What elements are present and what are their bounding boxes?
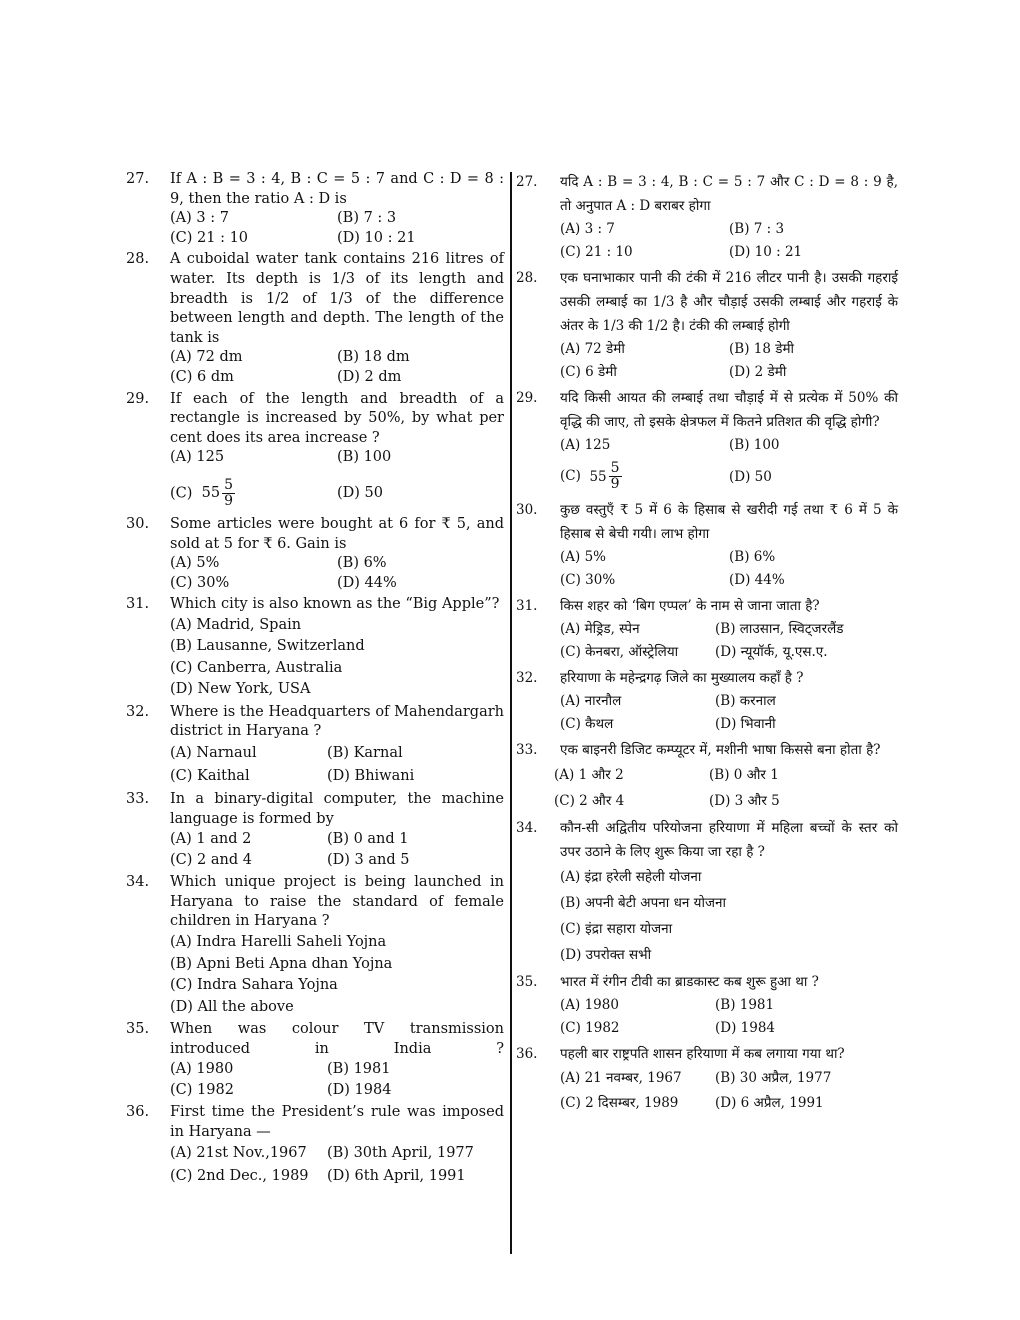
option-c: (C) कैथल: [560, 716, 614, 732]
question-number: 32.: [516, 670, 538, 686]
option-d: (D) 44%: [729, 572, 785, 588]
options: [560, 994, 898, 1040]
option-d: (D) भिवानी: [715, 716, 776, 732]
question-27-hi: [516, 170, 898, 264]
question-number: 35.: [516, 974, 538, 990]
fraction-whole: 55: [589, 468, 607, 485]
mixed-fraction: [585, 461, 621, 492]
option-c: (C) 6 डेमी: [560, 364, 617, 380]
options: [554, 762, 898, 814]
option-d: (D) New York, USA: [170, 681, 311, 698]
fraction-stack: [222, 478, 235, 509]
option-a: (A) 21st Nov.,1967: [170, 1145, 307, 1162]
option-b: (B) 7 : 3: [337, 210, 397, 227]
option-c: (C) Kaithal: [170, 768, 250, 785]
option-d: (D) All the above: [170, 998, 294, 1015]
options: [170, 448, 504, 468]
question-31-hi: [516, 594, 898, 664]
options: [560, 618, 898, 664]
option-c: (C) 2 and 4: [170, 852, 252, 869]
question-text: A cuboidal water tank contains 216 litres of water. Its depth is 1/3 of its length and breadth is 1/2 of 1/3 of the difference between length and depth. The length of the tank is: [170, 251, 504, 346]
option-d: (D) 6th April, 1991: [327, 1168, 466, 1185]
option-c: (C) 21 : 10: [170, 229, 249, 246]
option-a: (A) 72 dm: [170, 349, 243, 366]
option-a: (A) Madrid, Spain: [170, 616, 302, 633]
question-number: 28.: [126, 251, 150, 268]
english-column: [126, 170, 504, 1188]
fraction-whole: 55: [201, 484, 221, 501]
option-c-label: (C): [560, 468, 581, 484]
option-c: [170, 478, 337, 509]
options: [170, 615, 504, 701]
options-row-2: [170, 478, 504, 509]
option-b: (B) 30 अप्रैल, 1977: [715, 1070, 832, 1086]
option-b: (B) Lausanne, Switzerland: [170, 638, 365, 655]
question-number: 29.: [126, 390, 150, 407]
question-32-en: [126, 703, 504, 788]
fraction-denominator: 9: [224, 492, 234, 509]
question-27-en: [126, 170, 504, 248]
option-b: (B) 18 dm: [337, 349, 410, 366]
option-a: (A) 21 नवम्बर, 1967: [560, 1070, 682, 1086]
option-c: (C) 1982: [560, 1020, 620, 1036]
question-number: 35.: [126, 1021, 150, 1038]
options: [170, 348, 504, 387]
question-number: 30.: [516, 502, 538, 518]
question-28-en: [126, 250, 504, 387]
column-divider: [510, 172, 512, 1254]
question-text: First time the President’s rule was imposed in Haryana —: [170, 1104, 504, 1140]
option-b: (B) 6%: [337, 555, 387, 572]
option-d: (D) 3 and 5: [327, 852, 410, 869]
question-28-hi: [516, 266, 898, 384]
option-c: [560, 461, 729, 492]
options: [560, 864, 898, 968]
option-d: (D) उपरोक्त सभी: [560, 947, 652, 963]
fraction-denominator: 9: [610, 476, 620, 492]
question-30-en: [126, 515, 504, 593]
question-text: यदि A : B = 3 : 4, B : C = 5 : 7 और C : D = 8 : 9 है, तो अनुपात A : D बराबर होगा: [560, 174, 898, 214]
option-c: (C) 1982: [170, 1082, 234, 1099]
option-a: (A) नारनौल: [560, 693, 622, 709]
option-b: (B) अपनी बेटी अपना धन योजना: [560, 895, 726, 911]
option-d: (D) न्यूयॉर्क, यू.एस.ए.: [715, 644, 828, 660]
option-a: (A) 125: [170, 449, 225, 466]
options: [560, 690, 898, 736]
options: [560, 546, 898, 592]
options: [560, 218, 898, 264]
question-number: 29.: [516, 390, 538, 406]
question-number: 30.: [126, 515, 150, 532]
question-text: किस शहर को ‘बिग एप्पल’ के नाम से जाना जाता है?: [560, 598, 820, 614]
option-b: (B) 0 and 1: [327, 831, 409, 848]
option-d: (D) 50: [337, 484, 383, 501]
option-d: (D) Bhiwani: [327, 768, 415, 785]
option-a: (A) Narnaul: [170, 745, 257, 762]
option-d: (D) 10 : 21: [729, 244, 803, 260]
question-text: Some articles were bought at 6 for ₹ 5, and sold at 5 for ₹ 6. Gain is: [170, 515, 504, 552]
option-c: (C) Canberra, Australia: [170, 659, 343, 676]
option-a: (A) मेड्रिड, स्पेन: [560, 621, 640, 637]
option-b: (B) Karnal: [327, 745, 403, 762]
option-a: (A) 1980: [170, 1061, 234, 1078]
option-a: (A) 3 : 7: [170, 210, 229, 227]
option-a: (A) 1 और 2: [554, 767, 624, 783]
option-d: (D) 6 अप्रैल, 1991: [715, 1095, 824, 1111]
options: [170, 209, 504, 248]
mixed-fraction: [197, 478, 235, 509]
question-34-hi: [516, 816, 898, 968]
question-number: 27.: [126, 171, 150, 187]
question-32-hi: [516, 666, 898, 736]
option-c: (C) 30%: [560, 572, 616, 588]
option-b: (B) 100: [337, 449, 392, 466]
question-number: 34.: [516, 820, 538, 836]
question-number: 27.: [516, 174, 538, 190]
option-b: (B) 30th April, 1977: [327, 1145, 474, 1162]
question-text: कुछ वस्तुएँ ₹ 5 में 6 के हिसाब से खरीदी गई तथा ₹ 6 में 5 के हिसाब से बेची गयी। लाभ होगा: [560, 502, 898, 542]
options: [560, 434, 898, 457]
options-row-2: [560, 461, 898, 492]
option-a: (A) इंद्रा हरेली सहेली योजना: [560, 869, 702, 885]
option-c: (C) 2nd Dec., 1989: [170, 1168, 309, 1185]
option-a: (A) 5%: [170, 555, 220, 572]
question-31-en: [126, 595, 504, 701]
question-text: हरियाणा के महेन्द्रगढ़ जिले का मुख्यालय कहाँ है ?: [560, 670, 804, 686]
question-text: Where is the Headquarters of Mahendargarh district in Haryana ?: [170, 703, 504, 740]
question-number: 36.: [516, 1046, 538, 1062]
question-text: भारत में रंगीन टीवी का ब्राडकास्ट कब शुरू हुआ था ?: [560, 974, 819, 990]
options: [560, 1066, 898, 1116]
question-number: 33.: [516, 742, 538, 758]
question-34-en: [126, 873, 504, 1018]
option-a: (A) Indra Harelli Saheli Yojna: [170, 934, 387, 951]
option-c: (C) 6 dm: [170, 368, 234, 385]
question-text: कौन-सी अद्वितीय परियोजना हरियाणा में महिला बच्चों के स्तर को उपर उठाने के लिए शुरू किया जा रहा है ?: [560, 820, 898, 860]
option-d: (D) 3 और 5: [709, 793, 780, 809]
question-text: एक बाइनरी डिजिट कम्प्यूटर में, मशीनी भाषा किससे बना होता है?: [560, 742, 881, 758]
question-number: 28.: [516, 270, 538, 286]
fraction-numerator: 5: [610, 460, 620, 476]
option-a: (A) 5%: [560, 549, 606, 565]
question-text: Which unique project is being launched in Haryana to raise the standard of female children in Haryana ?: [170, 874, 504, 930]
question-text: Which city is also known as the “Big Apple”?: [170, 596, 500, 613]
question-text: If each of the length and breadth of a rectangle is increased by 50%, by what per cent does its area increase ?: [170, 390, 504, 446]
option-c: (C) 2 और 4: [554, 793, 625, 809]
option-b: (B) 18 डेमी: [729, 341, 795, 357]
option-c: (C) 2 दिसम्बर, 1989: [560, 1095, 679, 1111]
option-d: (D) 1984: [327, 1082, 392, 1099]
option-b: (B) 1981: [327, 1061, 391, 1078]
option-d: (D) 2 डेमी: [729, 364, 787, 380]
question-33-hi: [516, 738, 898, 814]
question-text: If A : B = 3 : 4, B : C = 5 : 7 and C : D = 8 : 9, then the ratio A : D is: [170, 171, 504, 207]
question-36-hi: [516, 1042, 898, 1116]
option-c: (C) Indra Sahara Yojna: [170, 977, 338, 994]
question-text: एक घनाभाकार पानी की टंकी में 216 लीटर पानी है। उसकी गहराई उसकी लम्बाई का 1/3 है और चौड़ाई उसकी लम्बाई और गहराई के अंतर के 1/3 की 1/2 है। टंकी की लम्बाई होगी: [560, 270, 898, 334]
question-number: 33.: [126, 791, 150, 808]
option-a: (A) 125: [560, 437, 611, 453]
fraction-numerator: 5: [224, 476, 234, 493]
option-d: (D) 10 : 21: [337, 229, 416, 246]
option-b: (B) 100: [729, 437, 780, 453]
question-text: यदि किसी आयत की लम्बाई तथा चौड़ाई में से प्रत्येक में 50% की वृद्धि की जाए, तो इसके क्षेत्रफल में कितने प्रतिशत की वृद्धि होगी?: [560, 390, 898, 430]
question-36-en: [126, 1103, 504, 1188]
question-text: In a binary-digital computer, the machine language is formed by: [170, 791, 504, 827]
option-c-label: (C): [170, 485, 193, 502]
question-number: 31.: [126, 596, 150, 613]
fraction-stack: [609, 461, 622, 492]
options: [170, 554, 504, 593]
question-35-hi: [516, 970, 898, 1040]
options: [170, 1142, 504, 1188]
option-c: (C) केनबरा, ऑस्ट्रेलिया: [560, 644, 679, 660]
option-a: (A) 1980: [560, 997, 619, 1013]
option-d: (D) 50: [729, 468, 772, 485]
option-b: (B) 1981: [715, 997, 775, 1013]
options: [170, 1059, 504, 1101]
question-number: 36.: [126, 1104, 150, 1121]
question-number: 32.: [126, 703, 150, 720]
option-d: (D) 1984: [715, 1020, 776, 1036]
option-c: (C) 30%: [170, 574, 230, 591]
hindi-column: [516, 170, 898, 1116]
option-c: (C) 21 : 10: [560, 244, 633, 260]
options: [170, 932, 504, 1018]
option-c: (C) इंद्रा सहारा योजना: [560, 921, 673, 937]
question-35-en: [126, 1020, 504, 1101]
option-a: (A) 72 डेमी: [560, 341, 625, 357]
option-b: (B) 0 और 1: [709, 767, 779, 783]
question-text: पहली बार राष्ट्रपति शासन हरियाणा में कब लगाया गया था?: [560, 1046, 845, 1062]
options: [170, 829, 504, 871]
question-29-hi: [516, 386, 898, 492]
question-number: 34.: [126, 874, 150, 891]
option-b: (B) 7 : 3: [729, 221, 785, 237]
question-number: 31.: [516, 598, 538, 614]
options: [560, 338, 898, 384]
question-29-en: [126, 390, 504, 509]
option-b: (B) Apni Beti Apna dhan Yojna: [170, 955, 393, 972]
option-a: (A) 1 and 2: [170, 831, 252, 848]
option-d: (D) 2 dm: [337, 368, 402, 385]
option-a: (A) 3 : 7: [560, 221, 615, 237]
option-b: (B) करनाल: [715, 693, 776, 709]
question-text: When was colour TV transmission introduced in India ?: [170, 1021, 504, 1057]
question-30-hi: [516, 498, 898, 592]
option-b: (B) 6%: [729, 549, 776, 565]
question-33-en: [126, 790, 504, 871]
option-b: (B) लाउसान, स्विट्जरलैंड: [715, 621, 844, 637]
options: [170, 742, 504, 788]
option-d: (D) 44%: [337, 574, 397, 591]
